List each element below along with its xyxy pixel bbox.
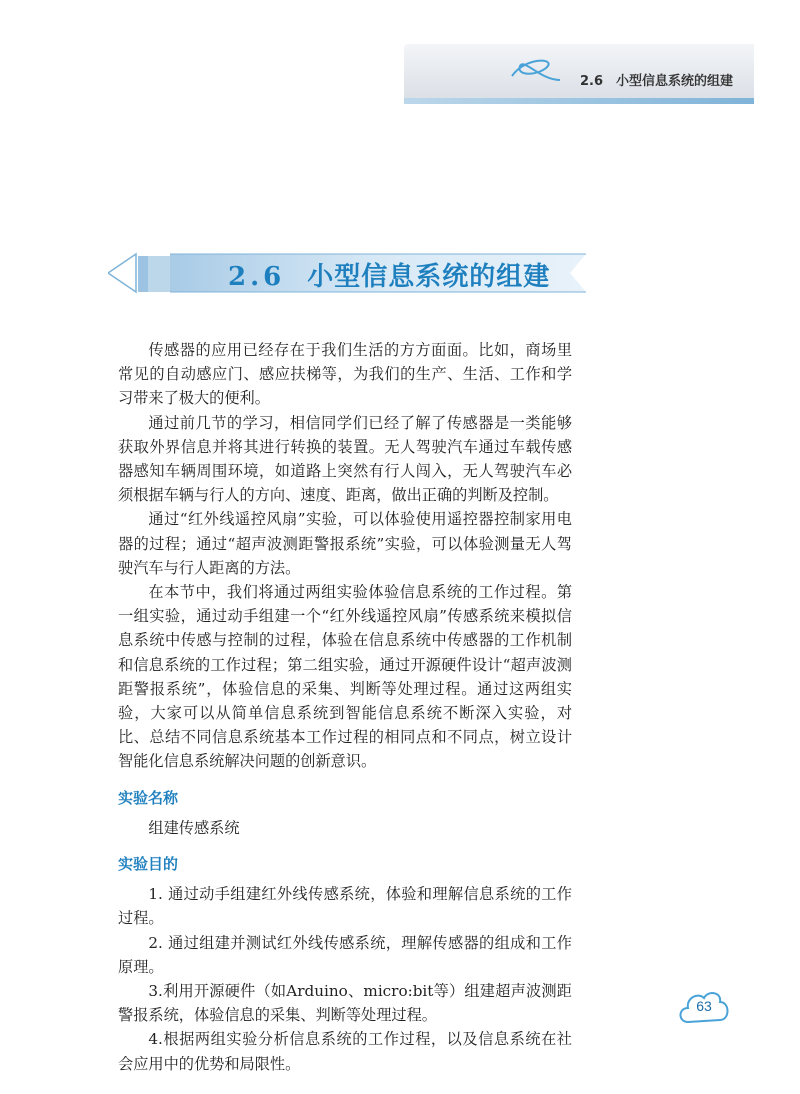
- experiment-goals-heading: 实验目的: [118, 855, 179, 874]
- goal-item: 2. 通过组建并测试红外线传感系统，理解传感器的组成和工作原理。: [118, 933, 572, 976]
- section-number: 2.6: [228, 262, 286, 292]
- experiment-name-value: 组建传感系统: [148, 818, 240, 837]
- goal-item: 1. 通过动手组建红外线传感系统，体验和理解信息系统的工作过程。: [118, 885, 572, 928]
- paragraph: 传感器的应用已经存在于我们生活的方方面面。比如，商场里常见的自动感应门、感应扶梯等，为我们的生产、生活、工作和学习带来了极大的便利。: [118, 341, 572, 408]
- page-number: 63: [696, 998, 712, 1014]
- header-e-logo-icon: [506, 54, 566, 88]
- goal-item: 4.根据两组实验分析信息系统的工作过程，以及信息系统在社会应用中的优势和局限性。: [118, 1030, 572, 1073]
- paragraph: 在本节中，我们将通过两组实验体验信息系统的工作过程。第一组实验，通过动手组建一个“红外线遥控风扇”传感系统来模拟信息系统中传感与控制的过程，体验在信息系统中传感器的工作机制和信息系统的工作过程；第二组实验，通过开源硬件设计“超声波测距警报系统”，体验信息的采集、判断等处理过程。通过这两组实验，大家可以从简单信息系统到智能信息系统不断深入实验，对比、总结不同信息系统基本工作过程的相同点和不同点，树立设计智能化信息系统解决问题的创新意识。: [118, 583, 572, 771]
- goal-item: 3.利用开源硬件（如Arduino、micro:bit等）组建超声波测距警报系统，体验信息的采集、判断等处理过程。: [118, 982, 572, 1025]
- experiment-name-heading: 实验名称: [118, 788, 179, 807]
- experiment-goals-list: [118, 882, 572, 1076]
- running-header-title: 2.6 小型信息系统的组建: [580, 74, 734, 89]
- paragraph: 通过前几节的学习，相信同学们已经了解了传感器是一类能够获取外界信息并将其进行转换的装置。无人驾驶汽车通过车载传感器感知车辆周围环境，如道路上突然有行人闯入，无人驾驶汽车必须根据车辆与行人的方向、速度、距离，做出正确的判断及控制。: [118, 413, 572, 505]
- body-text: [118, 338, 572, 1076]
- section-title-text: 小型信息系统的组建: [307, 262, 551, 292]
- paragraph: 通过“红外线遥控风扇”实验，可以体验使用遥控器控制家用电器的过程；通过“超声波测距警报系统”实验，可以体验测量无人驾驶汽车与行人距离的方法。: [118, 510, 572, 577]
- section-title: [228, 256, 550, 293]
